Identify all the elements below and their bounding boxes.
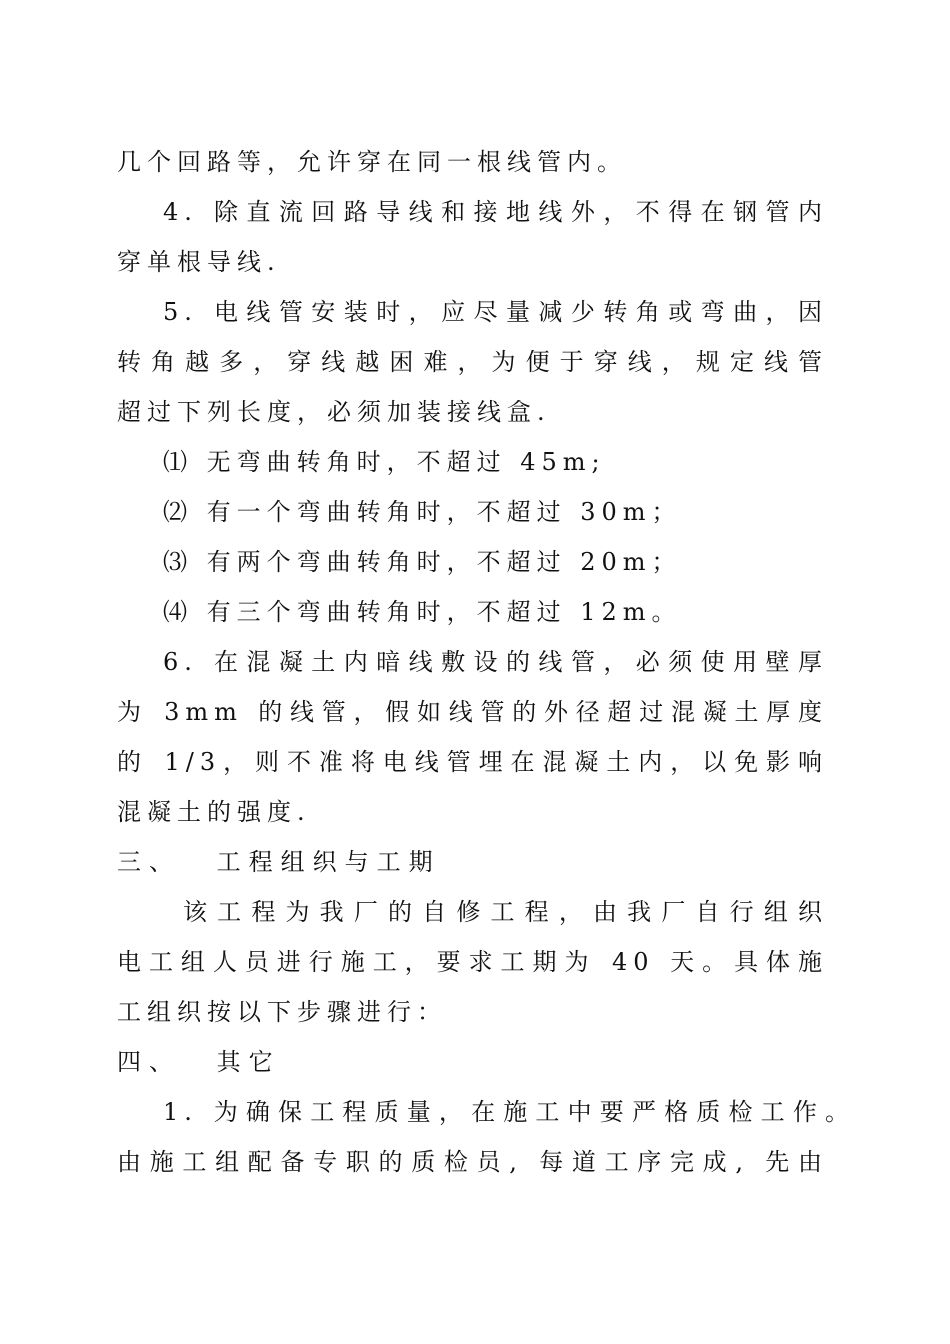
text-line: 超过下列长度，必须加装接线盒. [117,398,551,426]
section-heading: 三、 工程组织与工期 [117,848,441,876]
section-heading: 四、 其它 [117,1048,281,1076]
text-line: 5. 电线管安装时，应尽量减少转角或弯曲，因 [163,298,828,326]
list-item: ⑵ 有一个弯曲转角时，不超过 30m； [163,498,682,526]
text-line: 4. 除直流回路导线和接地线外，不得在钢管内 [163,198,828,226]
list-item: ⑷ 有三个弯曲转角时，不超过 12m。 [163,598,682,626]
text-line: 几个回路等，允许穿在同一根线管内。 [117,148,627,176]
text-line: 转角越多，穿线越困难，为便于穿线，规定线管 [117,348,828,376]
text-line: 电工组人员进行施工，要求工期为 40 天。具体施 [117,948,828,976]
text-line: 为 3mm 的线管，假如线管的外径超过混凝土厚度 [117,698,828,726]
text-line: 由施工组配备专职的质检员, 每道工序完成, 先由 [117,1148,828,1176]
text-line: 1. 为确保工程质量，在施工中要严格质检工作。 [163,1098,855,1126]
text-line: 工组织按以下步骤进行： [117,998,447,1026]
list-item: ⑴ 无弯曲转角时，不超过 45m; [163,448,606,476]
text-line: 混凝土的强度. [117,798,311,826]
text-line: 6. 在混凝土内暗线敷设的线管，必须使用壁厚 [163,648,828,676]
text-line: 该工程为我厂的自修工程，由我厂自行组织 [183,898,828,926]
text-line: 穿单根导线. [117,248,281,276]
list-item: ⑶ 有两个弯曲转角时，不超过 20m； [163,548,682,576]
text-line: 的 1/3，则不准将电线管埋在混凝土内，以免影响 [117,748,828,776]
